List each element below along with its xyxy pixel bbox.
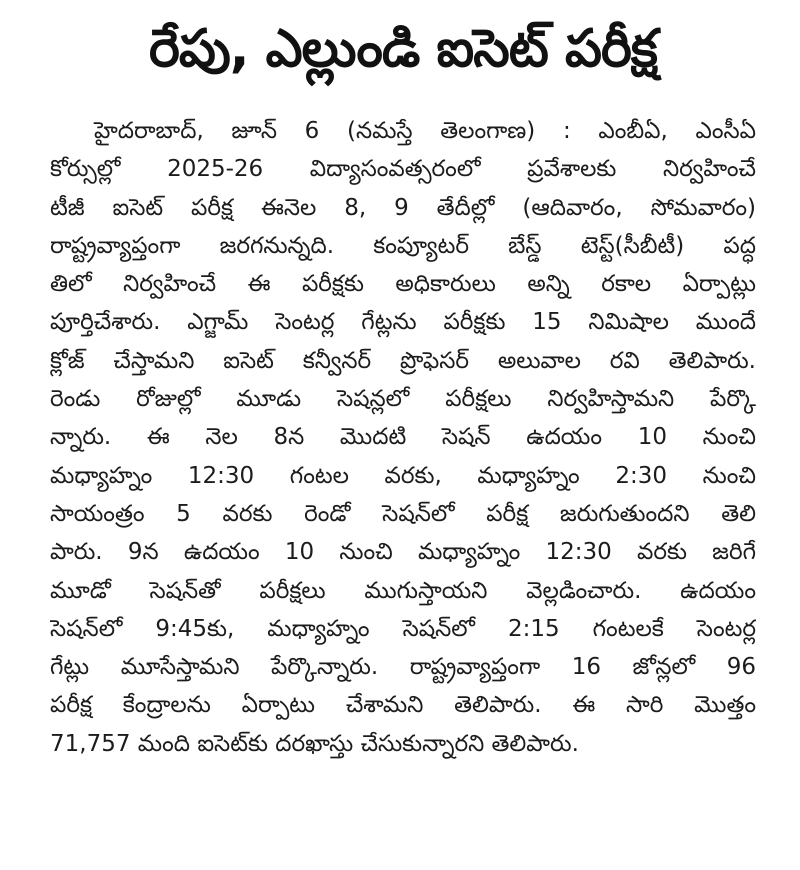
article-line: కోర్సుల్లో 2025-26 విద్యాసంవత్సరంలో ప్రవేశాలకు నిర్వహించే [50,156,756,183]
article-line: హైదరాబాద్, జూన్ 6 (నమస్తే తెలంగాణ) : ఎంబీఏ, ఎంసీఏ [94,118,756,144]
article-line: పూర్తిచేశారు. ఎగ్జామ్ సెంటర్ల గేట్లను పరీక్షకు 15 నిమిషాల ముందే [50,309,756,336]
article-line: రాష్ట్రవ్యాప్తంగా జరగనున్నది. కంప్యూటర్ బేస్డ్ టెస్ట్(సీబీటీ) పద్ధ [50,232,756,259]
article-headline: రేపు, ఎల్లుండి ఐసెట్ పరీక్ష [149,19,657,79]
article-line: క్లోజ్ చేస్తామని ఐసెట్ కన్వీనర్ ప్రొఫెసర్ అలువాల రవి తెలిపారు. [50,347,756,374]
article-line: మూడో సెషన్‌తో పరీక్షలు ముగుస్తాయని వెల్లడించారు. ఉదయం [50,577,756,604]
article-line: పరీక్ష కేంద్రాలను ఏర్పాటు చేశామని తెలిపారు. ఈ సారి మొత్తం [50,692,756,719]
article-line: రెండు రోజుల్లో మూడు సెషన్లలో పరీక్షలు నిర్వహిస్తామని పేర్కొ [50,386,756,413]
article-line: 71,757 మంది ఐసెట్‌కు దరఖాస్తు చేసుకున్నారని తెలిపారు. [50,730,579,757]
article-line: న్నారు. ఈ నెల 8న మొదటి సెషన్ ఉదయం 10 నుంచి [50,424,756,451]
article-line: గేట్లు మూసేస్తామని పేర్కొన్నారు. రాష్ట్రవ్యాప్తంగా 16 జోన్లలో 96 [50,654,756,681]
article-line: తిలో నిర్వహించే ఈ పరీక్షకు అధికారులు అన్ని రకాల ఏర్పాట్లు [50,271,756,298]
article-line: టీజీ ఐసెట్ పరీక్ష ఈనెల 8, 9 తేదీల్లో (ఆదివారం, సోమవారం) [50,194,756,221]
article-line: పారు. 9న ఉదయం 10 నుంచి మధ్యాహ్నం 12:30 వరకు జరిగే [50,539,756,566]
article-line: సెషన్‌లో 9:45కు, మధ్యాహ్నం సెషన్‌లో 2:15 గంటలకే సెంటర్ల [50,615,756,642]
article-line: సాయంత్రం 5 వరకు రెండో సెషన్‌లో పరీక్ష జరుగుతుందని తెలి [50,500,756,527]
article-line: మధ్యాహ్నం 12:30 గంటల వరకు, మధ్యాహ్నం 2:30 నుంచి [50,462,756,489]
article-body [50,112,756,763]
